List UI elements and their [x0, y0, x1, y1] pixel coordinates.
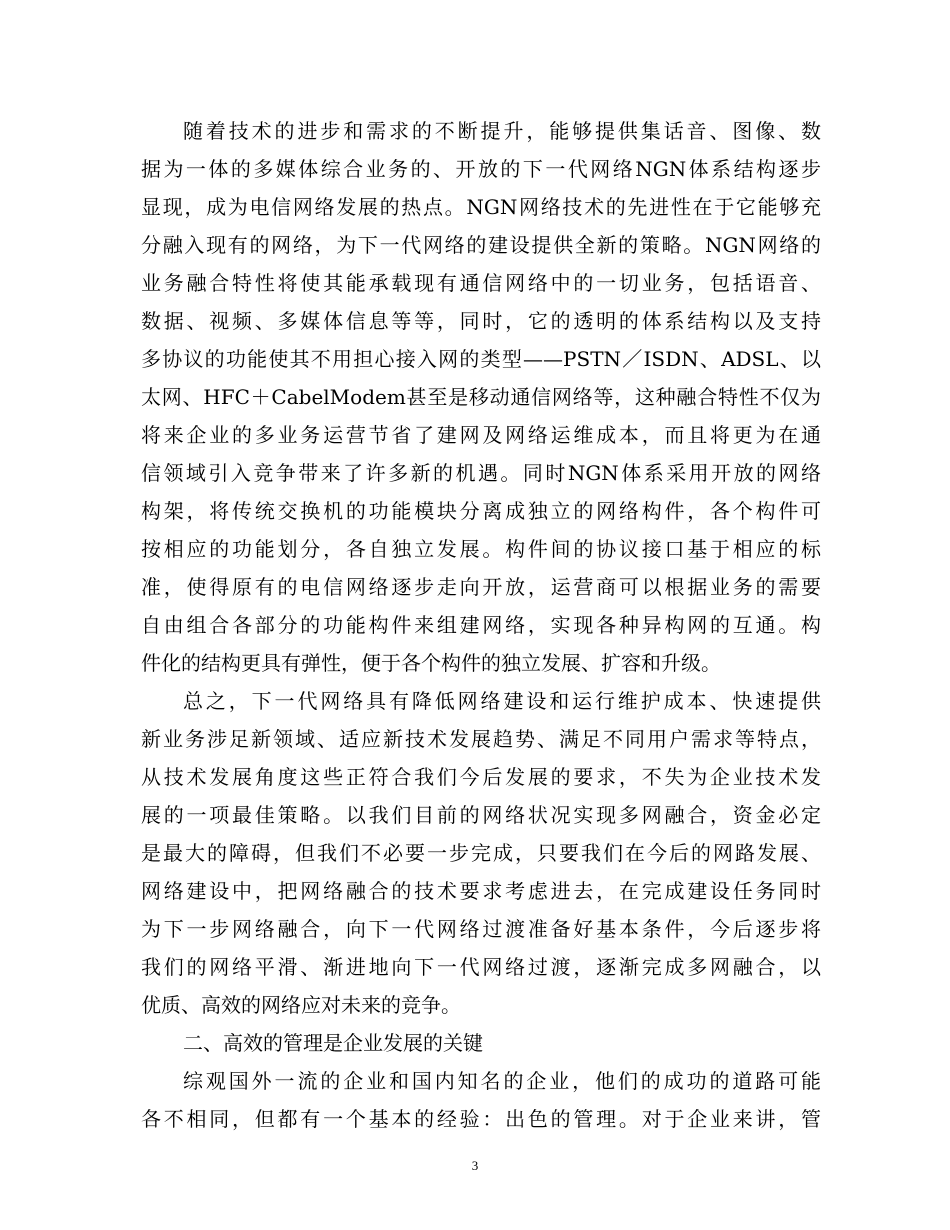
body-text-line: 是最大的障碍，但我们不必要一步完成，只要我们在今后的网路发展、 — [141, 841, 821, 865]
body-text-line: 信领域引入竞争带来了许多新的机遇。同时NGN体系采用开放的网络 — [141, 461, 821, 485]
section-heading: 二、高效的管理是企业发展的关键 — [183, 1031, 483, 1055]
body-text-line: 件化的结构更具有弹性，便于各个构件的独立发展、扩容和升级。 — [141, 651, 721, 675]
body-text-line: 太网、HFC＋CabelModem甚至是移动通信网络等，这种融合特性不仅为 — [141, 385, 821, 409]
body-text-line: 从技术发展角度这些正符合我们今后发展的要求，不失为企业技术发 — [141, 765, 821, 789]
body-text-line: 随着技术的进步和需求的不断提升，能够提供集话音、图像、数 — [183, 119, 821, 143]
body-text-line: 构架，将传统交换机的功能模块分离成独立的网络构件，各个构件可 — [141, 499, 821, 523]
body-text-line: 优质、高效的网络应对未来的竞争。 — [141, 993, 461, 1017]
body-text-line: 新业务涉足新领域、适应新技术发展趋势、满足不同用户需求等特点， — [141, 727, 821, 751]
body-text-line: 数据、视频、多媒体信息等等，同时，它的透明的体系结构以及支持 — [141, 309, 821, 333]
body-text-line: 按相应的功能划分，各自独立发展。构件间的协议接口基于相应的标 — [141, 537, 821, 561]
body-text-line: 据为一体的多媒体综合业务的、开放的下一代网络NGN体系结构逐步 — [141, 157, 821, 181]
body-text-line: 准，使得原有的电信网络逐步走向开放，运营商可以根据业务的需要 — [141, 575, 821, 599]
body-text-line: 我们的网络平滑、渐进地向下一代网络过渡，逐渐完成多网融合，以 — [141, 955, 821, 979]
page-number: 3 — [471, 1158, 479, 1173]
body-text-line: 综观国外一流的企业和国内知名的企业，他们的成功的道路可能 — [183, 1069, 821, 1093]
body-text-line: 展的一项最佳策略。以我们目前的网络状况实现多网融合，资金必定 — [141, 803, 821, 827]
body-text-line: 将来企业的多业务运营节省了建网及网络运维成本，而且将更为在通 — [141, 423, 821, 447]
body-text-line: 网络建设中，把网络融合的技术要求考虑进去，在完成建设任务同时 — [141, 879, 821, 903]
body-text-line: 分融入现有的网络，为下一代网络的建设提供全新的策略。NGN网络的 — [141, 233, 821, 257]
body-text-line: 为下一步网络融合，向下一代网络过渡准备好基本条件，今后逐步将 — [141, 917, 821, 941]
body-text-line: 各不相同，但都有一个基本的经验：出色的管理。对于企业来讲，管 — [141, 1107, 821, 1131]
body-text-line: 自由组合各部分的功能构件来组建网络，实现各种异构网的互通。构 — [141, 613, 821, 637]
body-text-line: 显现，成为电信网络发展的热点。NGN网络技术的先进性在于它能够充 — [141, 195, 821, 219]
body-text-line: 业务融合特性将使其能承载现有通信网络中的一切业务，包括语音、 — [141, 271, 821, 295]
body-text-line: 多协议的功能使其不用担心接入网的类型——PSTN／ISDN、ADSL、以 — [141, 347, 821, 371]
body-text-line: 总之，下一代网络具有降低网络建设和运行维护成本、快速提供 — [183, 689, 821, 713]
